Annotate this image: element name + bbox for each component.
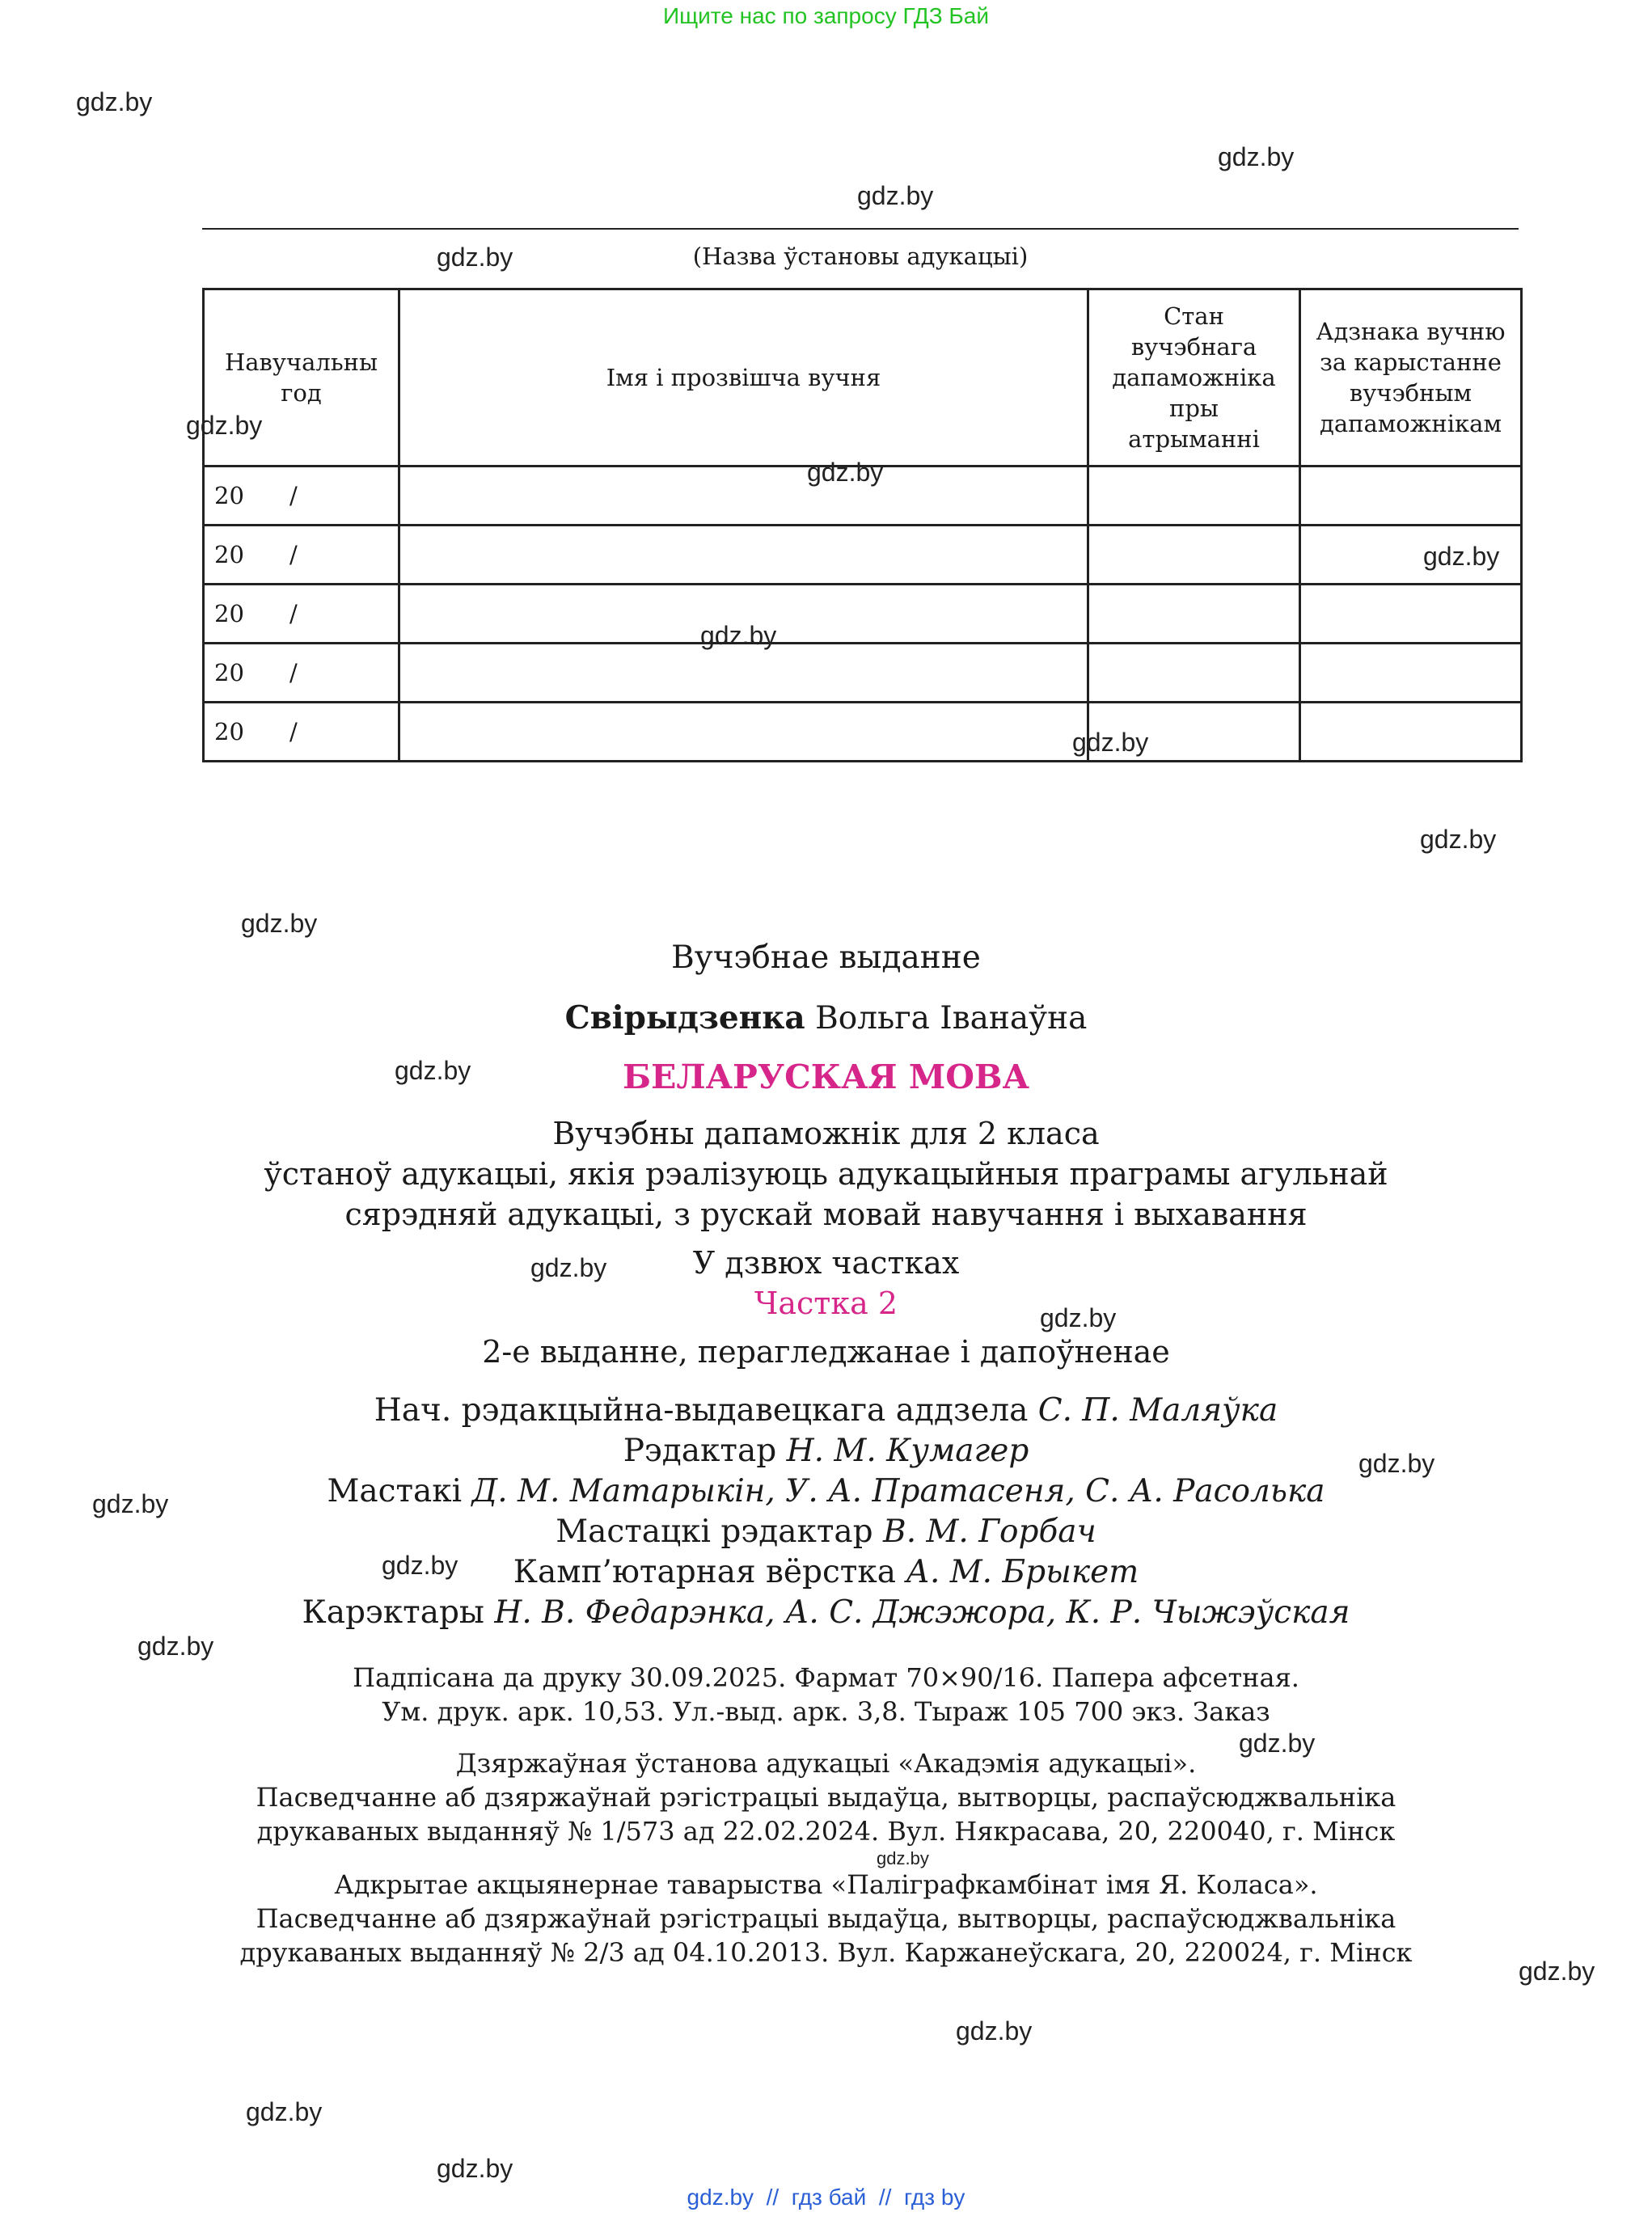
condition-cell[interactable] <box>1088 644 1300 703</box>
credit-role: Нач. рэдакцыйна-выдавецкага аддзела <box>374 1392 1029 1429</box>
grade-cell[interactable] <box>1300 703 1522 762</box>
watermark: gdz.by <box>137 1632 214 1661</box>
grade-cell[interactable] <box>1300 467 1522 526</box>
table-row <box>204 526 1522 585</box>
printer-details: друкаваных выданняў № 2/3 ад 04.10.2013. Вул. Каржанеўскага, 20, 220024, г. Мінск <box>239 1937 1413 1968</box>
watermark: gdz.by <box>956 2016 1033 2046</box>
student-name-cell[interactable] <box>399 585 1088 644</box>
watermark: gdz.by <box>395 1056 471 1085</box>
publisher-details: Пасведчанне аб дзяржаўнай рэгістрацыі выдаўца, вытворцы, распаўсюджвальніка <box>256 1782 1396 1813</box>
credit-role: Мастакі <box>327 1473 463 1509</box>
year-slash: / <box>289 659 298 686</box>
credit-line <box>0 1554 1652 1590</box>
credit-role: Карэктары <box>302 1594 484 1631</box>
edition-type: Вучэбнае выданне <box>671 939 981 976</box>
watermark: gdz.by <box>857 181 934 210</box>
author-given-name: Вольга Іванаўна <box>815 1000 1088 1037</box>
watermark: gdz.by <box>186 411 263 440</box>
footer-link[interactable]: гдз бай <box>791 2185 867 2210</box>
year-prefix: 20 <box>214 541 244 568</box>
header-condition: Стан вучэбнага дапаможніка пры атрыманні <box>1088 289 1300 467</box>
print-details: Ум. друк. арк. 10,53. Ул.-выд. арк. 3,8. Тыраж 105 700 экз. Заказ <box>382 1696 1270 1727</box>
credit-role: Мастацкі рэдактар <box>556 1514 873 1550</box>
table-row <box>204 703 1522 762</box>
publisher-details: друкаваных выданняў № 1/573 ад 22.02.2024. Вул. Някрасава, 20, 220040, г. Мінск <box>256 1816 1396 1847</box>
credit-names: Н. М. Кумагер <box>786 1433 1029 1469</box>
year-prefix: 20 <box>214 659 244 686</box>
year-cell <box>204 585 399 644</box>
student-name-cell[interactable] <box>399 644 1088 703</box>
year-slash: / <box>289 718 298 745</box>
grade-cell[interactable] <box>1300 644 1522 703</box>
footer-links <box>0 2185 1652 2210</box>
year-prefix: 20 <box>214 718 244 745</box>
footer-link[interactable]: gdz.by <box>687 2185 754 2210</box>
header-student-name: Імя і прозвішча вучня <box>399 289 1088 467</box>
watermark: gdz.by <box>1358 1449 1435 1478</box>
condition-cell[interactable] <box>1088 703 1300 762</box>
publisher-details: Дзяржаўная ўстанова адукацыі «Акадэмія адукацыі». <box>455 1748 1197 1779</box>
table-row <box>204 585 1522 644</box>
watermark: gdz.by <box>382 1551 458 1580</box>
year-prefix: 20 <box>214 482 244 509</box>
author-surname: Свірыдзенка <box>564 999 805 1037</box>
watermark: gdz.by <box>437 243 513 272</box>
table-row <box>204 467 1522 526</box>
book-description: ўстаноў адукацыі, якія рэалізуюць адукацыйныя праграмы агульнай <box>264 1156 1388 1192</box>
credit-line <box>0 1392 1652 1429</box>
watermark: gdz.by <box>1519 1957 1595 1986</box>
year-cell <box>204 703 399 762</box>
author-line <box>0 999 1652 1037</box>
top-banner[interactable]: Ищите нас по запросу ГДЗ Бай <box>662 3 990 28</box>
grade-cell[interactable] <box>1300 585 1522 644</box>
footer-link[interactable]: гдз by <box>903 2185 965 2210</box>
watermark: gdz.by <box>877 1848 929 1868</box>
part-number: Частка 2 <box>754 1286 898 1321</box>
credit-line <box>0 1514 1652 1550</box>
book-title: БЕЛАРУСКАЯ МОВА <box>623 1058 1029 1096</box>
school-name-line <box>202 228 1519 230</box>
watermark: gdz.by <box>1420 825 1497 854</box>
credit-names: А. М. Брыкет <box>906 1554 1139 1590</box>
year-cell <box>204 644 399 703</box>
credit-line <box>0 1594 1652 1631</box>
printer-details: Пасведчанне аб дзяржаўнай рэгістрацыі выдаўца, вытворцы, распаўсюджвальніка <box>256 1903 1396 1934</box>
watermark: gdz.by <box>530 1253 607 1282</box>
watermark: gdz.by <box>437 2154 513 2183</box>
year-prefix: 20 <box>214 600 244 627</box>
watermark: gdz.by <box>76 87 153 116</box>
year-cell <box>204 526 399 585</box>
watermark: gdz.by <box>807 458 884 487</box>
textbook-record-table <box>202 288 1523 762</box>
grade-cell[interactable] <box>1300 526 1522 585</box>
book-description: Вучэбны дапаможнік для 2 класа <box>552 1116 1100 1151</box>
watermark: gdz.by <box>246 2097 323 2126</box>
watermark: gdz.by <box>92 1489 169 1518</box>
credit-line <box>0 1433 1652 1469</box>
watermark: gdz.by <box>700 621 777 650</box>
watermark: gdz.by <box>241 909 318 938</box>
school-name-caption: (Назва ўстановы адукацыі) <box>692 243 1029 270</box>
print-details: Падпісана да друку 30.09.2025. Фармат 70×90/16. Папера афсетная. <box>353 1662 1299 1693</box>
table-row <box>204 644 1522 703</box>
year-cell <box>204 467 399 526</box>
watermark: gdz.by <box>1423 542 1500 571</box>
year-slash: / <box>289 600 298 627</box>
watermark: gdz.by <box>1072 728 1149 757</box>
footer-separator: // <box>878 2185 892 2210</box>
credit-names: В. М. Горбач <box>883 1514 1096 1550</box>
condition-cell[interactable] <box>1088 526 1300 585</box>
watermark: gdz.by <box>1239 1729 1316 1758</box>
credit-names: С. П. Маляўка <box>1037 1392 1278 1429</box>
credit-names: Н. В. Федарэнка, А. С. Джэжора, К. Р. Чыжэўская <box>494 1594 1350 1631</box>
book-description: сярэдняй адукацыі, з рускай мовай навучання і выхавання <box>344 1197 1308 1232</box>
watermark: gdz.by <box>1040 1303 1117 1332</box>
header-grade: Адзнака вучню за карыстанне вучэбным дапаможнікам <box>1300 289 1522 467</box>
printer-details: Адкрытае акцыянернае таварыства «Паліграфкамбінат імя Я. Коласа». <box>334 1869 1318 1900</box>
student-name-cell[interactable] <box>399 703 1088 762</box>
footer-separator: // <box>766 2185 780 2210</box>
credit-role: Камп’ютарная вёрстка <box>513 1554 896 1590</box>
credit-line <box>0 1473 1652 1509</box>
header-school-year: Навучальны год <box>204 289 399 467</box>
year-slash: / <box>289 482 298 509</box>
condition-cell[interactable] <box>1088 467 1300 526</box>
student-name-cell[interactable] <box>399 526 1088 585</box>
credit-role: Рэдактар <box>623 1433 777 1469</box>
credit-names: Д. М. Матарыкін, У. А. Пратасеня, С. А. Расолька <box>471 1473 1325 1509</box>
student-name-cell[interactable] <box>399 467 1088 526</box>
year-slash: / <box>289 541 298 568</box>
edition-note: 2-е выданне, перагледжанае і дапоўненае <box>482 1334 1170 1370</box>
parts-count: У дзвюх частках <box>692 1245 960 1281</box>
condition-cell[interactable] <box>1088 585 1300 644</box>
watermark: gdz.by <box>1218 142 1295 171</box>
